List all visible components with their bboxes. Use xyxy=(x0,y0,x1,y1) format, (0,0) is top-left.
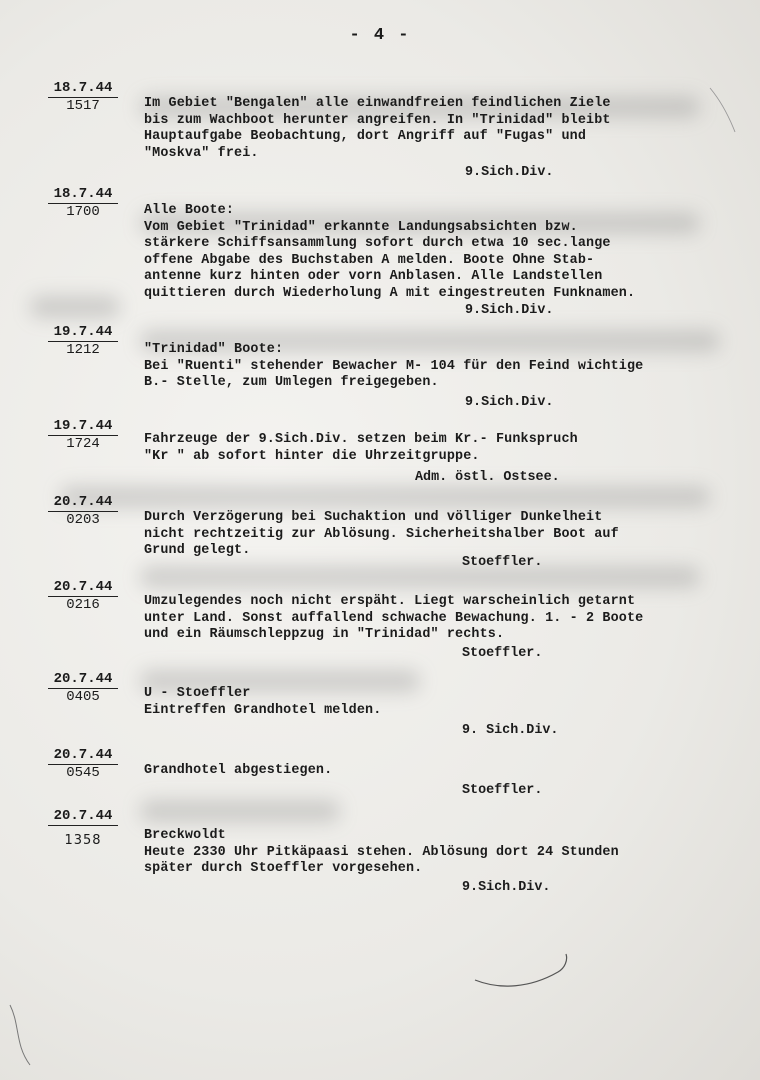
entry-time: 0203 xyxy=(66,512,100,528)
entry-datetime xyxy=(48,494,118,529)
entry-date: 20.7.44 xyxy=(48,747,118,765)
entry-signature: 9.Sich.Div. xyxy=(465,395,554,410)
entry-datetime xyxy=(48,324,118,359)
entry-time: 0405 xyxy=(66,689,100,705)
entry-text xyxy=(144,510,734,560)
entry-line: Alle Boote: xyxy=(144,203,235,218)
entry-date: 18.7.44 xyxy=(48,80,118,98)
entry-time: 1358 xyxy=(64,833,102,848)
entry-line: und ein Räumschleppzug in "Trinidad" rechts. xyxy=(144,627,505,642)
entry-line: Durch Verzögerung bei Suchaktion und völliger Dunkelheit xyxy=(144,510,603,525)
paper-scratch-mark xyxy=(470,950,580,995)
entry-line: Grund gelegt. xyxy=(144,543,251,558)
paper-scratch-mark xyxy=(0,1000,60,1070)
entry-signature: 9.Sich.Div. xyxy=(465,303,554,318)
entry-line: später durch Stoeffler vorgesehen. xyxy=(144,861,423,876)
entry-line: bis zum Wachboot herunter angreifen. In "Trinidad" bleibt xyxy=(144,112,611,128)
entry-line: Vom Gebiet "Trinidad" erkannte Landungsabsichten bzw. xyxy=(144,219,578,235)
entry-text xyxy=(144,686,734,719)
entry-signature: Stoeffler. xyxy=(462,646,543,661)
entry-line: stärkere Schiffsansammlung sofort durch etwa 10 sec.lange xyxy=(144,236,611,251)
entry-time: 0545 xyxy=(66,765,100,781)
entry-line: Breckwoldt xyxy=(144,828,226,843)
entry-date: 19.7.44 xyxy=(48,324,118,342)
entry-date: 20.7.44 xyxy=(48,808,118,826)
entry-signature: 9. Sich.Div. xyxy=(462,723,559,738)
page-number: - 4 - xyxy=(349,26,411,45)
entry-text xyxy=(144,342,734,392)
entry-text xyxy=(144,828,734,878)
entry-line: "Trinidad" Boote: xyxy=(144,342,284,357)
entry-signature: 9.Sich.Div. xyxy=(465,165,554,180)
entry-date: 20.7.44 xyxy=(48,494,118,512)
entry-datetime xyxy=(48,80,118,115)
entry-datetime xyxy=(48,747,118,782)
entry-line: nicht rechtzeitig zur Ablösung. Sicherheitshalber Boot auf xyxy=(144,526,619,542)
entry-line: Heute 2330 Uhr Pitkäpaasi stehen. Ablösung dort 24 Stunden xyxy=(144,844,619,860)
entry-line: Umzulegendes noch nicht erspäht. Liegt warscheinlich getarnt xyxy=(144,594,636,609)
entry-date: 20.7.44 xyxy=(48,579,118,597)
entry-time: 1517 xyxy=(66,98,100,114)
entry-date: 20.7.44 xyxy=(48,671,118,689)
entry-datetime xyxy=(48,579,118,614)
entry-line: Hauptaufgabe Beobachtung, dort Angriff auf "Fugas" und xyxy=(144,129,587,144)
entry-line: unter Land. Sonst auffallend schwache Bewachung. 1. - 2 Boote xyxy=(144,610,644,626)
entry-datetime xyxy=(48,808,118,849)
entry-signature: Adm. östl. Ostsee. xyxy=(415,470,560,485)
paper-scratch-mark xyxy=(690,80,750,140)
entry-time: 1212 xyxy=(66,342,100,358)
entry-text xyxy=(144,432,734,465)
entry-line: Fahrzeuge der 9.Sich.Div. setzen beim Kr.- Funkspruch xyxy=(144,432,578,447)
entry-line: Eintreffen Grandhotel melden. xyxy=(144,702,382,718)
entry-signature: 9.Sich.Div. xyxy=(462,880,551,895)
entry-time: 1700 xyxy=(66,204,100,220)
entry-line: Im Gebiet "Bengalen" alle einwandfreien feindlichen Ziele xyxy=(144,96,611,111)
entry-date: 19.7.44 xyxy=(48,418,118,436)
entry-line: "Kr " ab sofort hinter die Uhrzeitgruppe. xyxy=(144,448,480,464)
entry-line: quittieren durch Wiederholung A mit eingestreuten Funknamen. xyxy=(144,285,636,301)
entry-line: U - Stoeffler xyxy=(144,686,251,701)
entry-line: B.- Stelle, zum Umlegen freigegeben. xyxy=(144,375,439,390)
entry-text xyxy=(144,203,734,302)
entry-datetime xyxy=(48,671,118,706)
entry-text xyxy=(144,594,734,644)
entry-signature: Stoeffler. xyxy=(462,555,543,570)
entry-datetime xyxy=(48,186,118,221)
entry-time: 0216 xyxy=(66,597,100,613)
entry-line: Grandhotel abgestiegen. xyxy=(144,763,333,778)
entry-text xyxy=(144,763,734,780)
entry-line: offene Abgabe des Buchstaben A melden. Boote Ohne Stab- xyxy=(144,252,595,268)
entry-text xyxy=(144,96,734,162)
entry-date: 18.7.44 xyxy=(48,186,118,204)
entry-line: Bei "Ruenti" stehender Bewacher M- 104 für den Feind wichtige xyxy=(144,358,644,374)
entry-line: antenne kurz hinten oder vorn Anblasen. Alle Landstellen xyxy=(144,269,603,284)
entry-signature: Stoeffler. xyxy=(462,783,543,798)
entry-line: "Moskva" frei. xyxy=(144,145,259,161)
entry-datetime xyxy=(48,418,118,453)
entry-time: 1724 xyxy=(66,436,100,452)
